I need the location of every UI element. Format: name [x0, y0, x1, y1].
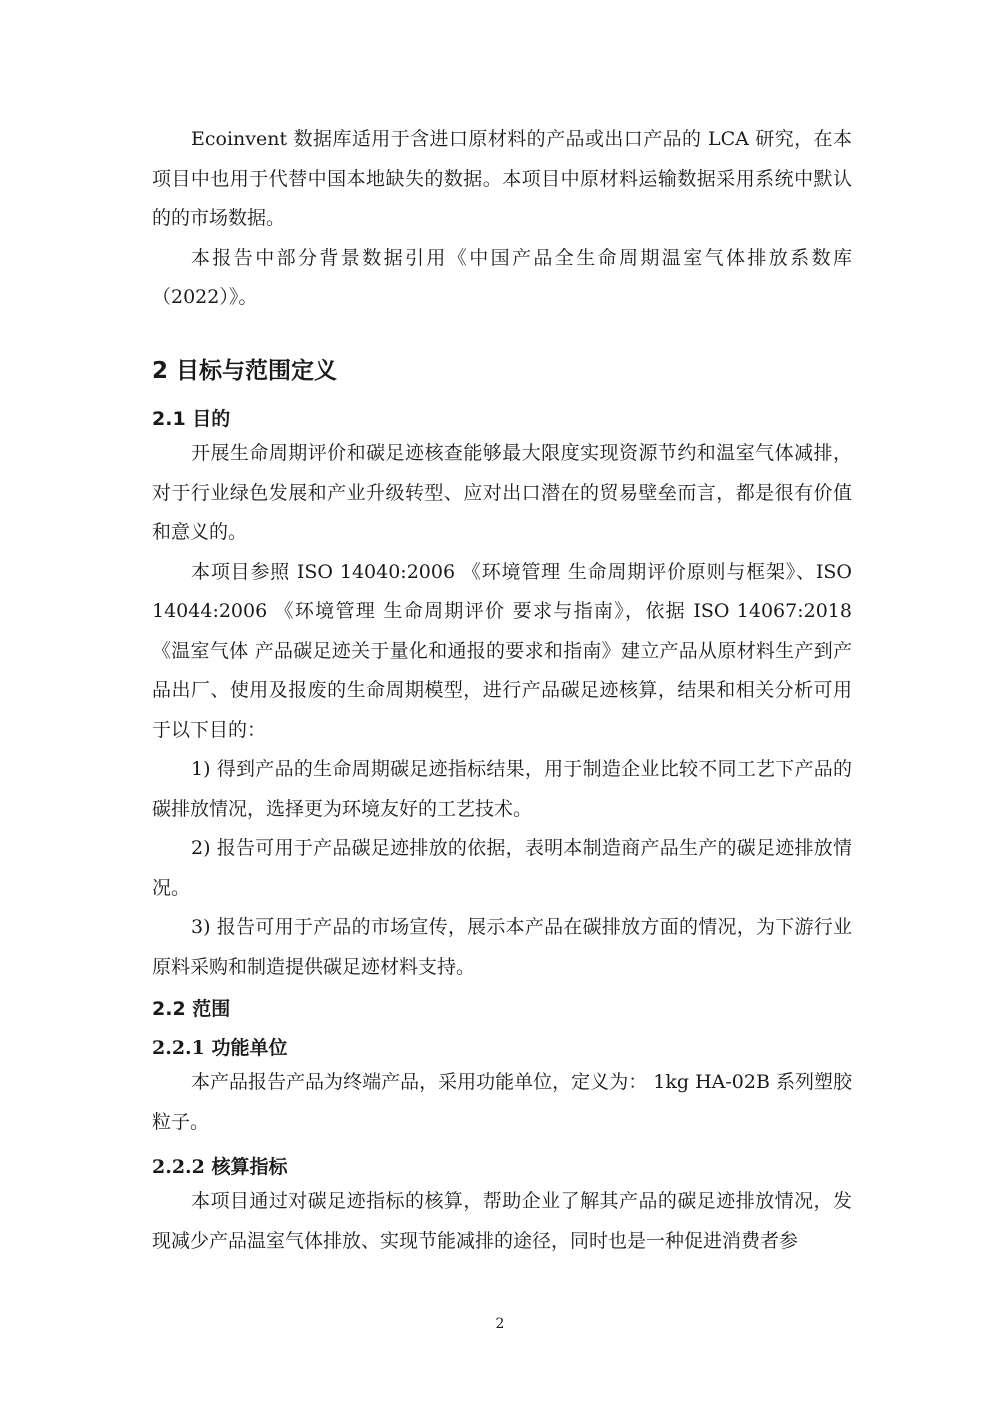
- paragraph-text: 本项目参照 ISO 14040:2006 《环境管理 生命周期评价原则与框架》、ISO 14044:2006 《环境管理 生命周期评价 要求与指南》，依据 ISO 14067:2018《温室气体 产品碳足迹关于量化和通报的要求和指南》建立产品从原材料生产到产品出厂、使用及报废的生命周期模型，进行产品碳足迹核算，结果和相关分析可用于以下目的：: [152, 560, 852, 741]
- list-item: 3) 报告可用于产品的市场宣传，展示本产品在碳排放方面的情况，为下游行业原料采购和制造提供碳足迹材料支持。: [152, 916, 852, 978]
- section-2-1-body: [152, 434, 852, 987]
- paragraph-text: 本项目通过对碳足迹指标的核算，帮助企业了解其产品的碳足迹排放情况，发现减少产品温室气体排放、实现节能减排的途径，同时也是一种促进消费者参: [152, 1190, 852, 1252]
- section-heading-2-2-1: 2.2.1 功能单位: [152, 1037, 288, 1059]
- paragraph-text: 本产品报告产品为终端产品，采用功能单位，定义为： 1kg HA-02B 系列塑胶粒子。: [152, 1071, 852, 1133]
- list-item: 2) 报告可用于产品碳足迹排放的依据，表明本制造商产品生产的碳足迹排放情况。: [152, 837, 852, 899]
- section-2-2-1-body: [152, 1063, 852, 1142]
- list-item: 1) 得到产品的生命周期碳足迹指标结果，用于制造企业比较不同工艺下产品的碳排放情况，选择更为环境友好的工艺技术。: [152, 758, 852, 820]
- paragraph-ecoinvent: [152, 120, 852, 318]
- section-heading-2-2-2: 2.2.2 核算指标: [152, 1156, 288, 1178]
- paragraph-text: 开展生命周期评价和碳足迹核查能够最大限度实现资源节约和温室气体减排，对于行业绿色发展和产业升级转型、应对出口潜在的贸易壁垒而言，都是很有价值和意义的。: [152, 442, 852, 543]
- section-heading-2-1: 2.1 目的: [152, 408, 231, 430]
- paragraph-text: 本报告中部分背景数据引用《中国产品全生命周期温室气体排放系数库（2022）》。: [152, 246, 852, 308]
- paragraph-text: Ecoinvent 数据库适用于含进口原材料的产品或出口产品的 LCA 研究，在本项目中也用于代替中国本地缺失的数据。本项目中原材料运输数据采用系统中默认的的市场数据。: [152, 128, 852, 229]
- page-number: 2: [495, 1316, 505, 1332]
- section-heading-2: 2 目标与范围定义: [152, 358, 338, 384]
- section-2-2-2-body: [152, 1182, 852, 1261]
- section-heading-2-2: 2.2 范围: [152, 998, 231, 1020]
